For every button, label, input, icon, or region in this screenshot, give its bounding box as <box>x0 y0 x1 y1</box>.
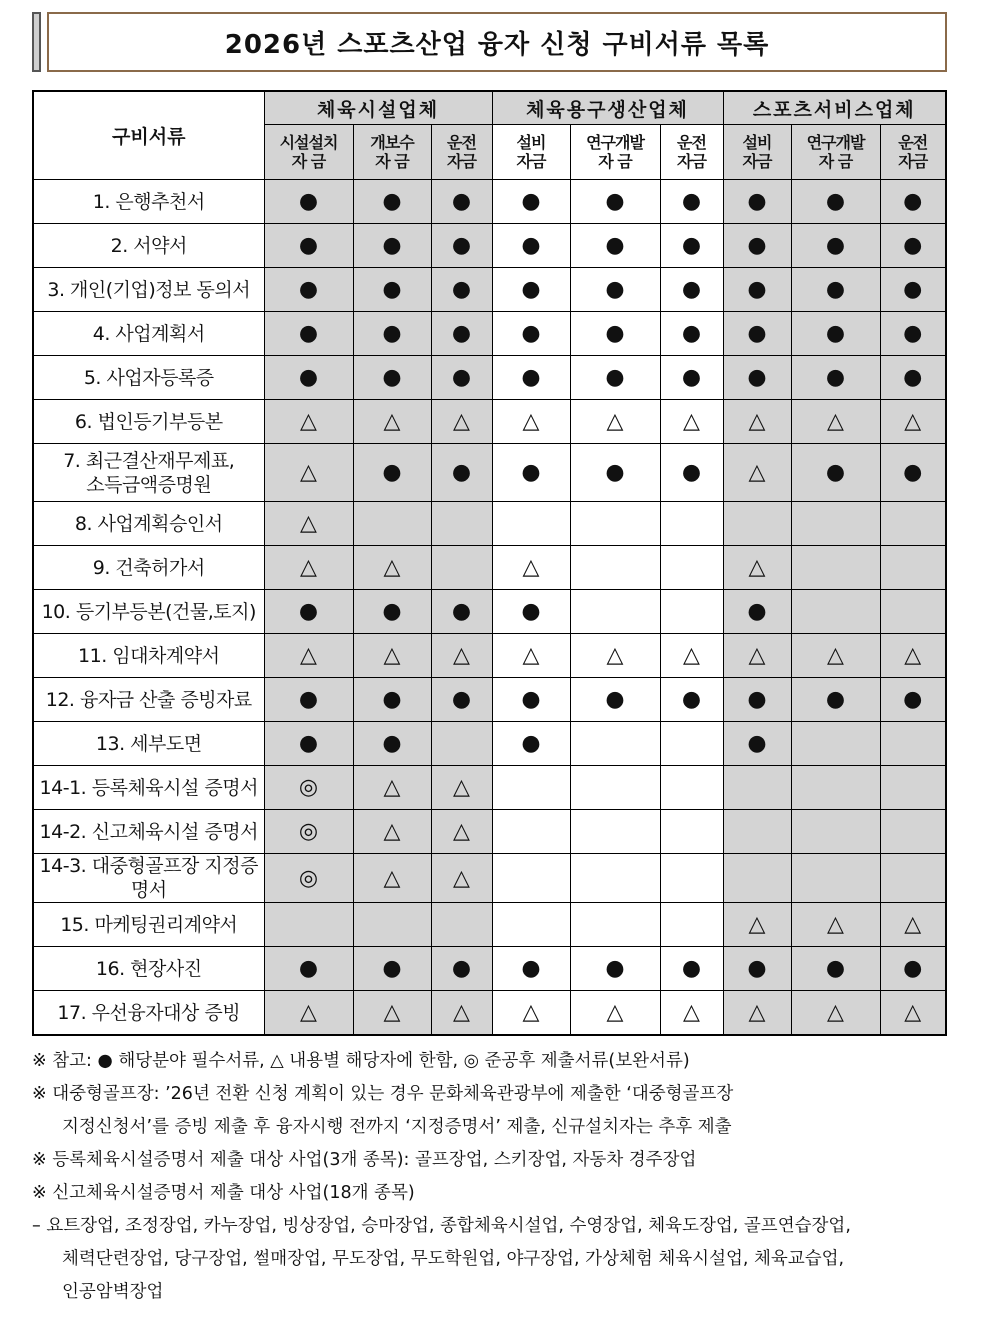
requirement-cell: △ <box>353 766 431 810</box>
requirement-cell: △ <box>791 634 880 678</box>
requirement-cell <box>492 766 570 810</box>
requirement-cell: △ <box>660 991 723 1036</box>
requirement-cell: △ <box>723 546 791 590</box>
requirement-cell: ● <box>660 356 723 400</box>
requirement-cell: △ <box>431 400 492 444</box>
requirement-cell: ● <box>264 356 353 400</box>
note-registered-facility: ※ 등록체육시설증명서 제출 대상 사업(3개 종목): 골프장업, 스키장업, 자동차 경주장업 <box>32 1150 697 1170</box>
requirement-cell: △ <box>264 444 353 502</box>
requirement-cell: △ <box>431 854 492 903</box>
table-row <box>33 502 946 546</box>
requirement-cell <box>431 546 492 590</box>
requirement-cell: ● <box>431 224 492 268</box>
requirement-cell: ● <box>791 312 880 356</box>
requirement-cell: ● <box>791 444 880 502</box>
requirement-cell: ● <box>723 947 791 991</box>
requirement-cell <box>492 810 570 854</box>
requirement-cell <box>723 766 791 810</box>
requirement-cell: ● <box>492 678 570 722</box>
requirement-cell: ◎ <box>264 766 353 810</box>
table-row <box>33 634 946 678</box>
document-label: 14-2. 신고체육시설 증명서 <box>33 810 264 854</box>
requirement-cell: △ <box>791 991 880 1036</box>
requirement-cell <box>353 903 431 947</box>
requirement-cell <box>791 854 880 903</box>
requirement-cell: ● <box>353 678 431 722</box>
requirement-cell <box>791 502 880 546</box>
requirement-cell: ● <box>723 312 791 356</box>
requirement-cell: △ <box>660 634 723 678</box>
requirement-cell: △ <box>492 991 570 1036</box>
requirement-cell: △ <box>264 400 353 444</box>
requirement-cell <box>880 854 946 903</box>
subheader: 연구개발 자 금 <box>570 125 660 180</box>
requirement-cell: ● <box>570 268 660 312</box>
requirement-cell <box>570 810 660 854</box>
requirement-cell: ● <box>880 678 946 722</box>
requirement-cell: ● <box>431 312 492 356</box>
requirement-cell: ● <box>660 224 723 268</box>
subheader: 운전 자금 <box>660 125 723 180</box>
requirement-cell: ● <box>492 180 570 224</box>
table-body <box>33 180 946 1036</box>
requirement-cell: ● <box>264 180 353 224</box>
requirement-cell: ● <box>264 312 353 356</box>
requirement-cell: △ <box>353 810 431 854</box>
document-label: 12. 융자금 산출 증빙자료 <box>33 678 264 722</box>
requirement-cell <box>492 854 570 903</box>
requirement-cell: ● <box>880 312 946 356</box>
table-row <box>33 766 946 810</box>
requirement-cell: ● <box>492 722 570 766</box>
requirement-cell <box>660 590 723 634</box>
requirement-cell: ● <box>264 722 353 766</box>
requirement-cell <box>880 546 946 590</box>
document-label: 9. 건축허가서 <box>33 546 264 590</box>
table-row <box>33 400 946 444</box>
requirement-cell: ● <box>570 224 660 268</box>
requirement-cell: ● <box>264 590 353 634</box>
requirement-cell <box>660 502 723 546</box>
requirement-cell: △ <box>353 400 431 444</box>
requirement-cell: ● <box>492 444 570 502</box>
requirement-cell: ● <box>791 180 880 224</box>
requirement-cell: △ <box>431 991 492 1036</box>
requirement-cell <box>660 903 723 947</box>
requirement-cell: △ <box>723 444 791 502</box>
requirement-cell: ● <box>570 312 660 356</box>
subheader: 연구개발 자 금 <box>791 125 880 180</box>
requirement-cell <box>570 546 660 590</box>
group-header-equipment-maker: 체육용구생산업체 <box>492 91 723 125</box>
requirement-cell: ● <box>431 356 492 400</box>
requirement-cell: ● <box>880 356 946 400</box>
requirement-cell: △ <box>880 634 946 678</box>
requirement-cell <box>660 722 723 766</box>
table-row <box>33 268 946 312</box>
requirement-cell: ● <box>660 268 723 312</box>
requirement-cell: △ <box>791 903 880 947</box>
requirement-cell: ● <box>353 268 431 312</box>
requirement-cell: ● <box>660 312 723 356</box>
requirement-cell: ● <box>880 947 946 991</box>
requirement-cell: ● <box>264 224 353 268</box>
requirement-cell <box>791 546 880 590</box>
table-row <box>33 722 946 766</box>
requirement-cell <box>431 502 492 546</box>
documents-table <box>32 90 947 1036</box>
requirement-cell: △ <box>880 903 946 947</box>
requirement-cell: ● <box>431 268 492 312</box>
subheader: 운전 자금 <box>431 125 492 180</box>
requirement-cell <box>791 810 880 854</box>
requirement-cell: △ <box>723 991 791 1036</box>
requirement-cell: △ <box>353 634 431 678</box>
document-label: 17. 우선융자대상 증빙 <box>33 991 264 1036</box>
requirement-cell: ● <box>570 678 660 722</box>
requirement-cell: △ <box>880 991 946 1036</box>
requirement-cell: ● <box>723 268 791 312</box>
table-row <box>33 903 946 947</box>
requirement-cell: △ <box>353 854 431 903</box>
requirement-cell: ● <box>723 678 791 722</box>
notes-section <box>32 1045 952 1309</box>
requirement-cell: ● <box>791 268 880 312</box>
requirement-cell: ● <box>570 356 660 400</box>
requirement-cell: ● <box>353 224 431 268</box>
requirement-cell <box>723 854 791 903</box>
requirement-cell: ● <box>492 224 570 268</box>
requirement-cell <box>570 722 660 766</box>
requirement-cell: ● <box>723 356 791 400</box>
note-business-list-cont: 체력단련장업, 당구장업, 썰매장업, 무도장업, 무도학원업, 야구장업, 가상체험 체육시설업, 체육교습업, <box>62 1249 845 1269</box>
requirement-cell: △ <box>723 903 791 947</box>
requirement-cell: △ <box>723 400 791 444</box>
title-accent-bar <box>32 12 41 72</box>
table-row <box>33 312 946 356</box>
group-header-sports-facility: 체육시설업체 <box>264 91 492 125</box>
note-public-golf: ※ 대중형골프장: ’26년 전환 신청 계획이 있는 경우 문화체육관광부에 제출한 ‘대중형골프장 <box>32 1084 734 1104</box>
requirement-cell <box>723 502 791 546</box>
requirement-cell: △ <box>880 400 946 444</box>
requirement-cell <box>431 722 492 766</box>
table-row <box>33 991 946 1036</box>
requirement-cell: △ <box>492 546 570 590</box>
requirement-cell: △ <box>431 810 492 854</box>
subheader: 설비 자금 <box>723 125 791 180</box>
requirement-cell <box>880 766 946 810</box>
table-row <box>33 356 946 400</box>
requirement-cell <box>660 546 723 590</box>
table-row <box>33 546 946 590</box>
document-label: 6. 법인등기부등본 <box>33 400 264 444</box>
document-label: 8. 사업계획승인서 <box>33 502 264 546</box>
document-label: 5. 사업자등록증 <box>33 356 264 400</box>
requirement-cell: △ <box>570 634 660 678</box>
requirement-cell <box>723 810 791 854</box>
requirement-cell <box>660 810 723 854</box>
requirement-cell: ● <box>431 180 492 224</box>
document-label: 14-1. 등록체육시설 증명서 <box>33 766 264 810</box>
requirement-cell: ● <box>791 224 880 268</box>
requirement-cell: △ <box>723 634 791 678</box>
requirement-cell: △ <box>353 546 431 590</box>
requirement-cell: ● <box>264 268 353 312</box>
subheader: 개보수 자 금 <box>353 125 431 180</box>
note-business-list: – 요트장업, 조정장업, 카누장업, 빙상장업, 승마장업, 종합체육시설업, 수영장업, 체육도장업, 골프연습장업, <box>32 1216 851 1236</box>
requirement-cell <box>353 502 431 546</box>
requirement-cell: △ <box>353 991 431 1036</box>
document-label: 2. 서약서 <box>33 224 264 268</box>
document-label: 11. 임대차계약서 <box>33 634 264 678</box>
table-row <box>33 810 946 854</box>
note-public-golf-cont: 지정신청서’를 증빙 제출 후 융자시행 전까지 ‘지정증명서’ 제출, 신규설치자는 추후 제출 <box>62 1117 732 1137</box>
page-title-box <box>47 12 947 72</box>
requirement-cell: ● <box>570 180 660 224</box>
requirement-cell: △ <box>264 502 353 546</box>
requirement-cell <box>492 903 570 947</box>
requirement-cell: ● <box>353 444 431 502</box>
requirement-cell: ● <box>880 180 946 224</box>
requirement-cell: ● <box>570 947 660 991</box>
requirement-cell: ● <box>353 312 431 356</box>
document-label: 7. 최근결산재무제표, 소득금액증명원 <box>33 444 264 502</box>
requirement-cell: ● <box>264 947 353 991</box>
requirement-cell: ● <box>492 268 570 312</box>
table-row <box>33 444 946 502</box>
document-label: 14-3. 대중형골프장 지정증명서 <box>33 854 264 903</box>
requirement-cell <box>492 502 570 546</box>
requirement-cell: △ <box>431 634 492 678</box>
requirement-cell: ● <box>791 678 880 722</box>
subheader: 운전 자금 <box>880 125 946 180</box>
requirement-cell: △ <box>492 634 570 678</box>
requirement-cell: ● <box>723 224 791 268</box>
requirement-cell: ● <box>723 180 791 224</box>
requirement-cell: ◎ <box>264 854 353 903</box>
header-documents: 구비서류 <box>33 91 264 180</box>
requirement-cell: ● <box>570 444 660 502</box>
document-label: 1. 은행추천서 <box>33 180 264 224</box>
requirement-cell: ● <box>660 678 723 722</box>
table-row <box>33 947 946 991</box>
requirement-cell: ● <box>492 590 570 634</box>
requirement-cell <box>264 903 353 947</box>
requirement-cell: ● <box>353 947 431 991</box>
document-label: 15. 마케팅권리계약서 <box>33 903 264 947</box>
requirement-cell: △ <box>264 991 353 1036</box>
page-title: 2026년 스포츠산업 융자 신청 구비서류 목록 <box>224 29 770 60</box>
requirement-cell <box>570 903 660 947</box>
requirement-cell: ● <box>880 224 946 268</box>
requirement-cell <box>570 502 660 546</box>
requirement-cell: △ <box>791 400 880 444</box>
requirement-cell: △ <box>570 400 660 444</box>
requirement-cell: △ <box>264 546 353 590</box>
document-label: 16. 현장사진 <box>33 947 264 991</box>
requirement-cell: △ <box>660 400 723 444</box>
requirement-cell: ● <box>431 678 492 722</box>
requirement-cell: △ <box>431 766 492 810</box>
requirement-cell <box>880 590 946 634</box>
requirement-cell: ● <box>880 444 946 502</box>
group-header-sports-service: 스포츠서비스업체 <box>723 91 946 125</box>
subheader: 시설설치 자 금 <box>264 125 353 180</box>
requirement-cell: ● <box>264 678 353 722</box>
requirement-cell: ● <box>660 444 723 502</box>
document-label: 3. 개인(기업)정보 동의서 <box>33 268 264 312</box>
requirement-cell <box>791 590 880 634</box>
requirement-cell <box>791 722 880 766</box>
requirement-cell: △ <box>264 634 353 678</box>
requirement-cell: ● <box>353 722 431 766</box>
requirement-cell: ● <box>431 444 492 502</box>
requirement-cell <box>880 810 946 854</box>
requirement-cell: ● <box>492 356 570 400</box>
requirement-cell <box>570 590 660 634</box>
requirement-cell: ● <box>660 947 723 991</box>
requirement-cell: ● <box>880 268 946 312</box>
table-row <box>33 180 946 224</box>
requirement-cell: ● <box>791 947 880 991</box>
document-label: 13. 세부도면 <box>33 722 264 766</box>
document-label: 4. 사업계획서 <box>33 312 264 356</box>
requirement-cell: △ <box>570 991 660 1036</box>
requirement-cell <box>431 903 492 947</box>
document-label: 10. 등기부등본(건물,토지) <box>33 590 264 634</box>
requirement-cell: ● <box>723 590 791 634</box>
requirement-cell: ● <box>492 947 570 991</box>
requirement-cell <box>570 854 660 903</box>
table-row <box>33 590 946 634</box>
requirement-cell <box>660 854 723 903</box>
requirement-cell <box>880 722 946 766</box>
requirement-cell: ● <box>660 180 723 224</box>
requirement-cell <box>660 766 723 810</box>
requirement-cell: △ <box>492 400 570 444</box>
note-reported-facility: ※ 신고체육시설증명서 제출 대상 사업(18개 종목) <box>32 1183 415 1203</box>
table-row <box>33 854 946 903</box>
table-row <box>33 678 946 722</box>
requirement-cell: ● <box>353 356 431 400</box>
table-row <box>33 224 946 268</box>
requirement-cell: ● <box>353 590 431 634</box>
requirement-cell <box>791 766 880 810</box>
note-business-list-cont: 인공암벽장업 <box>62 1282 164 1302</box>
requirement-cell: ● <box>431 947 492 991</box>
requirement-cell: ● <box>492 312 570 356</box>
requirement-cell: ● <box>353 180 431 224</box>
requirement-cell <box>570 766 660 810</box>
requirement-cell: ◎ <box>264 810 353 854</box>
note-legend: ※ 참고: ● 해당분야 필수서류, △ 내용별 해당자에 한함, ◎ 준공후 제출서류(보완서류) <box>32 1051 690 1071</box>
requirement-cell: ● <box>791 356 880 400</box>
requirement-cell: ● <box>723 722 791 766</box>
requirement-cell: ● <box>431 590 492 634</box>
subheader: 설비 자금 <box>492 125 570 180</box>
requirement-cell <box>880 502 946 546</box>
